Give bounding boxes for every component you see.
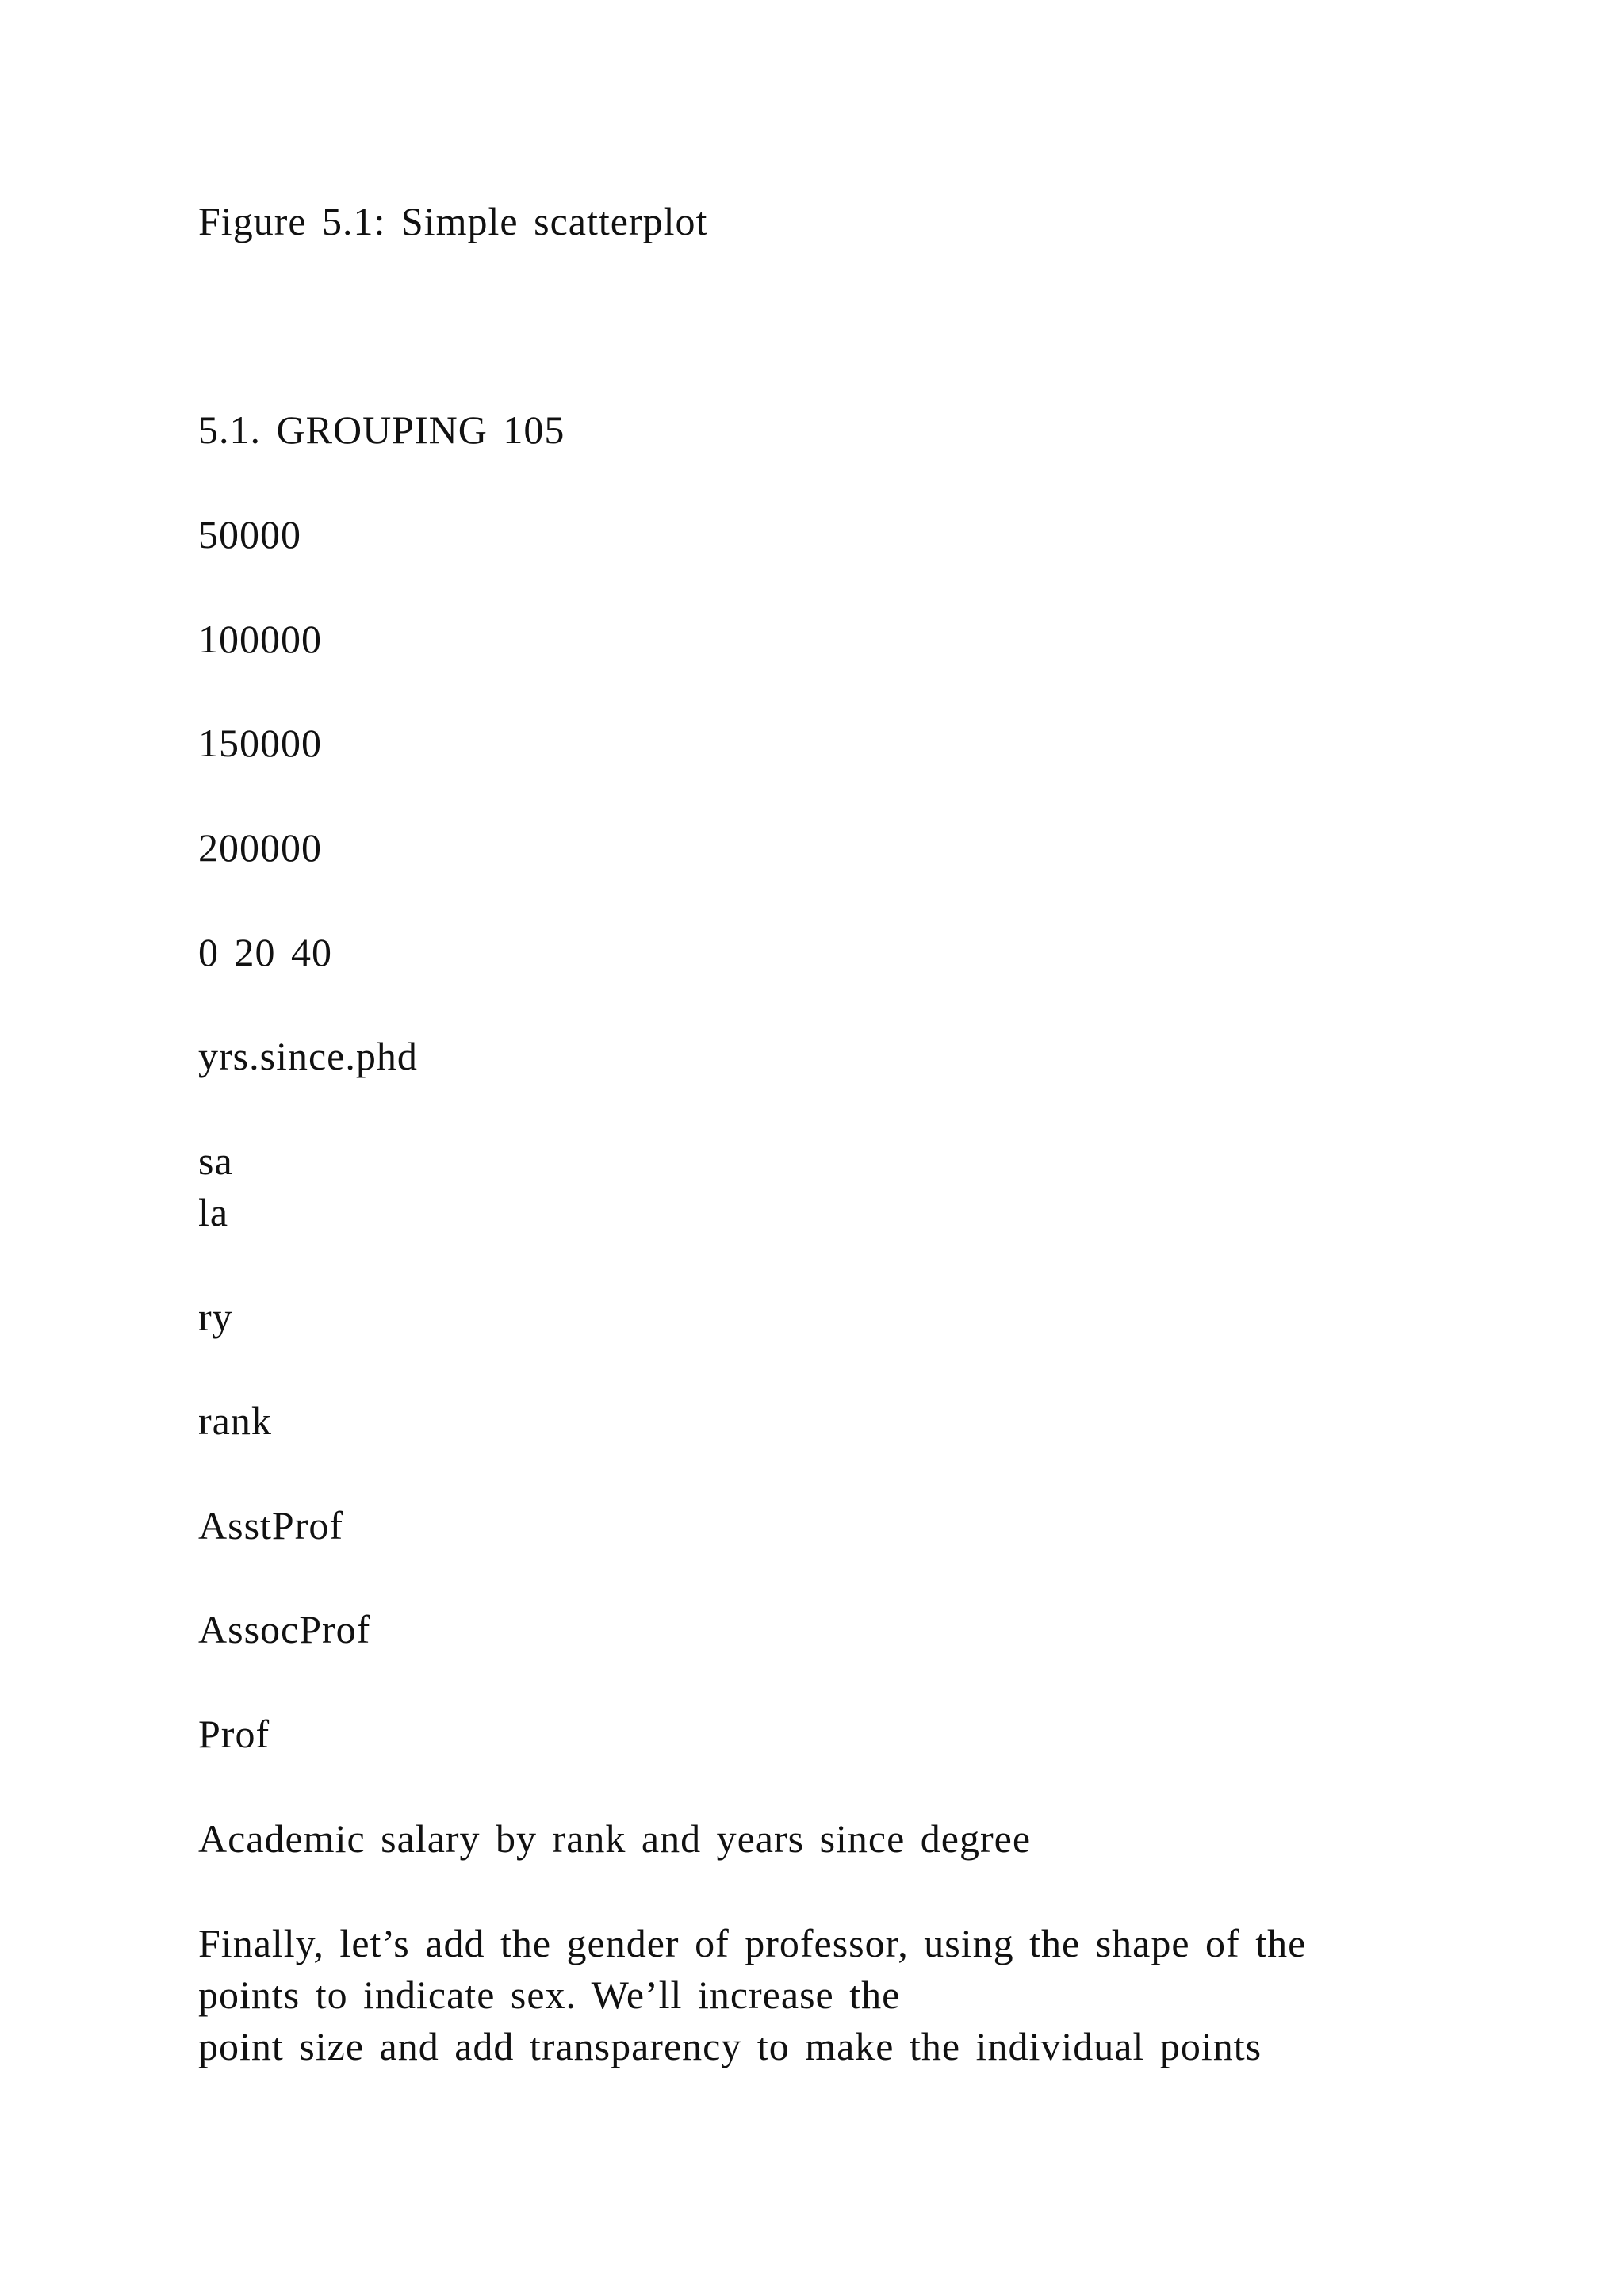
y-tick-label: 50000 [198, 512, 301, 557]
paragraph-line: points to indicate sex. We’ll increase the [198, 1973, 901, 2017]
legend-item-prof: Prof [198, 1712, 270, 1756]
section-heading: 5.1. GROUPING 105 [198, 408, 565, 452]
y-tick-label: 200000 [198, 825, 322, 870]
y-axis-label-fragment: la [198, 1190, 229, 1234]
y-tick-label: 150000 [198, 721, 322, 765]
figure-caption: Figure 5.1: Simple scatterplot [198, 199, 708, 243]
y-axis-label-fragment: ry [198, 1295, 233, 1339]
body-paragraph [198, 1918, 1546, 2072]
y-tick-label: 100000 [198, 617, 322, 661]
x-tick-labels: 0 20 40 [198, 930, 332, 974]
plot-title: Academic salary by rank and years since degree [198, 1816, 1032, 1861]
legend-title: rank [198, 1399, 272, 1443]
legend-item-asstprof: AsstProf [198, 1503, 344, 1548]
x-axis-label: yrs.since.phd [198, 1034, 418, 1078]
paragraph-line: Finally, let’s add the gender of professor, using the shape of the [198, 1921, 1307, 1965]
y-axis-label-fragment: sa [198, 1138, 233, 1183]
legend-item-assocprof: AssocProf [198, 1607, 371, 1651]
paragraph-line: point size and add transparency to make the individual points [198, 2024, 1262, 2068]
